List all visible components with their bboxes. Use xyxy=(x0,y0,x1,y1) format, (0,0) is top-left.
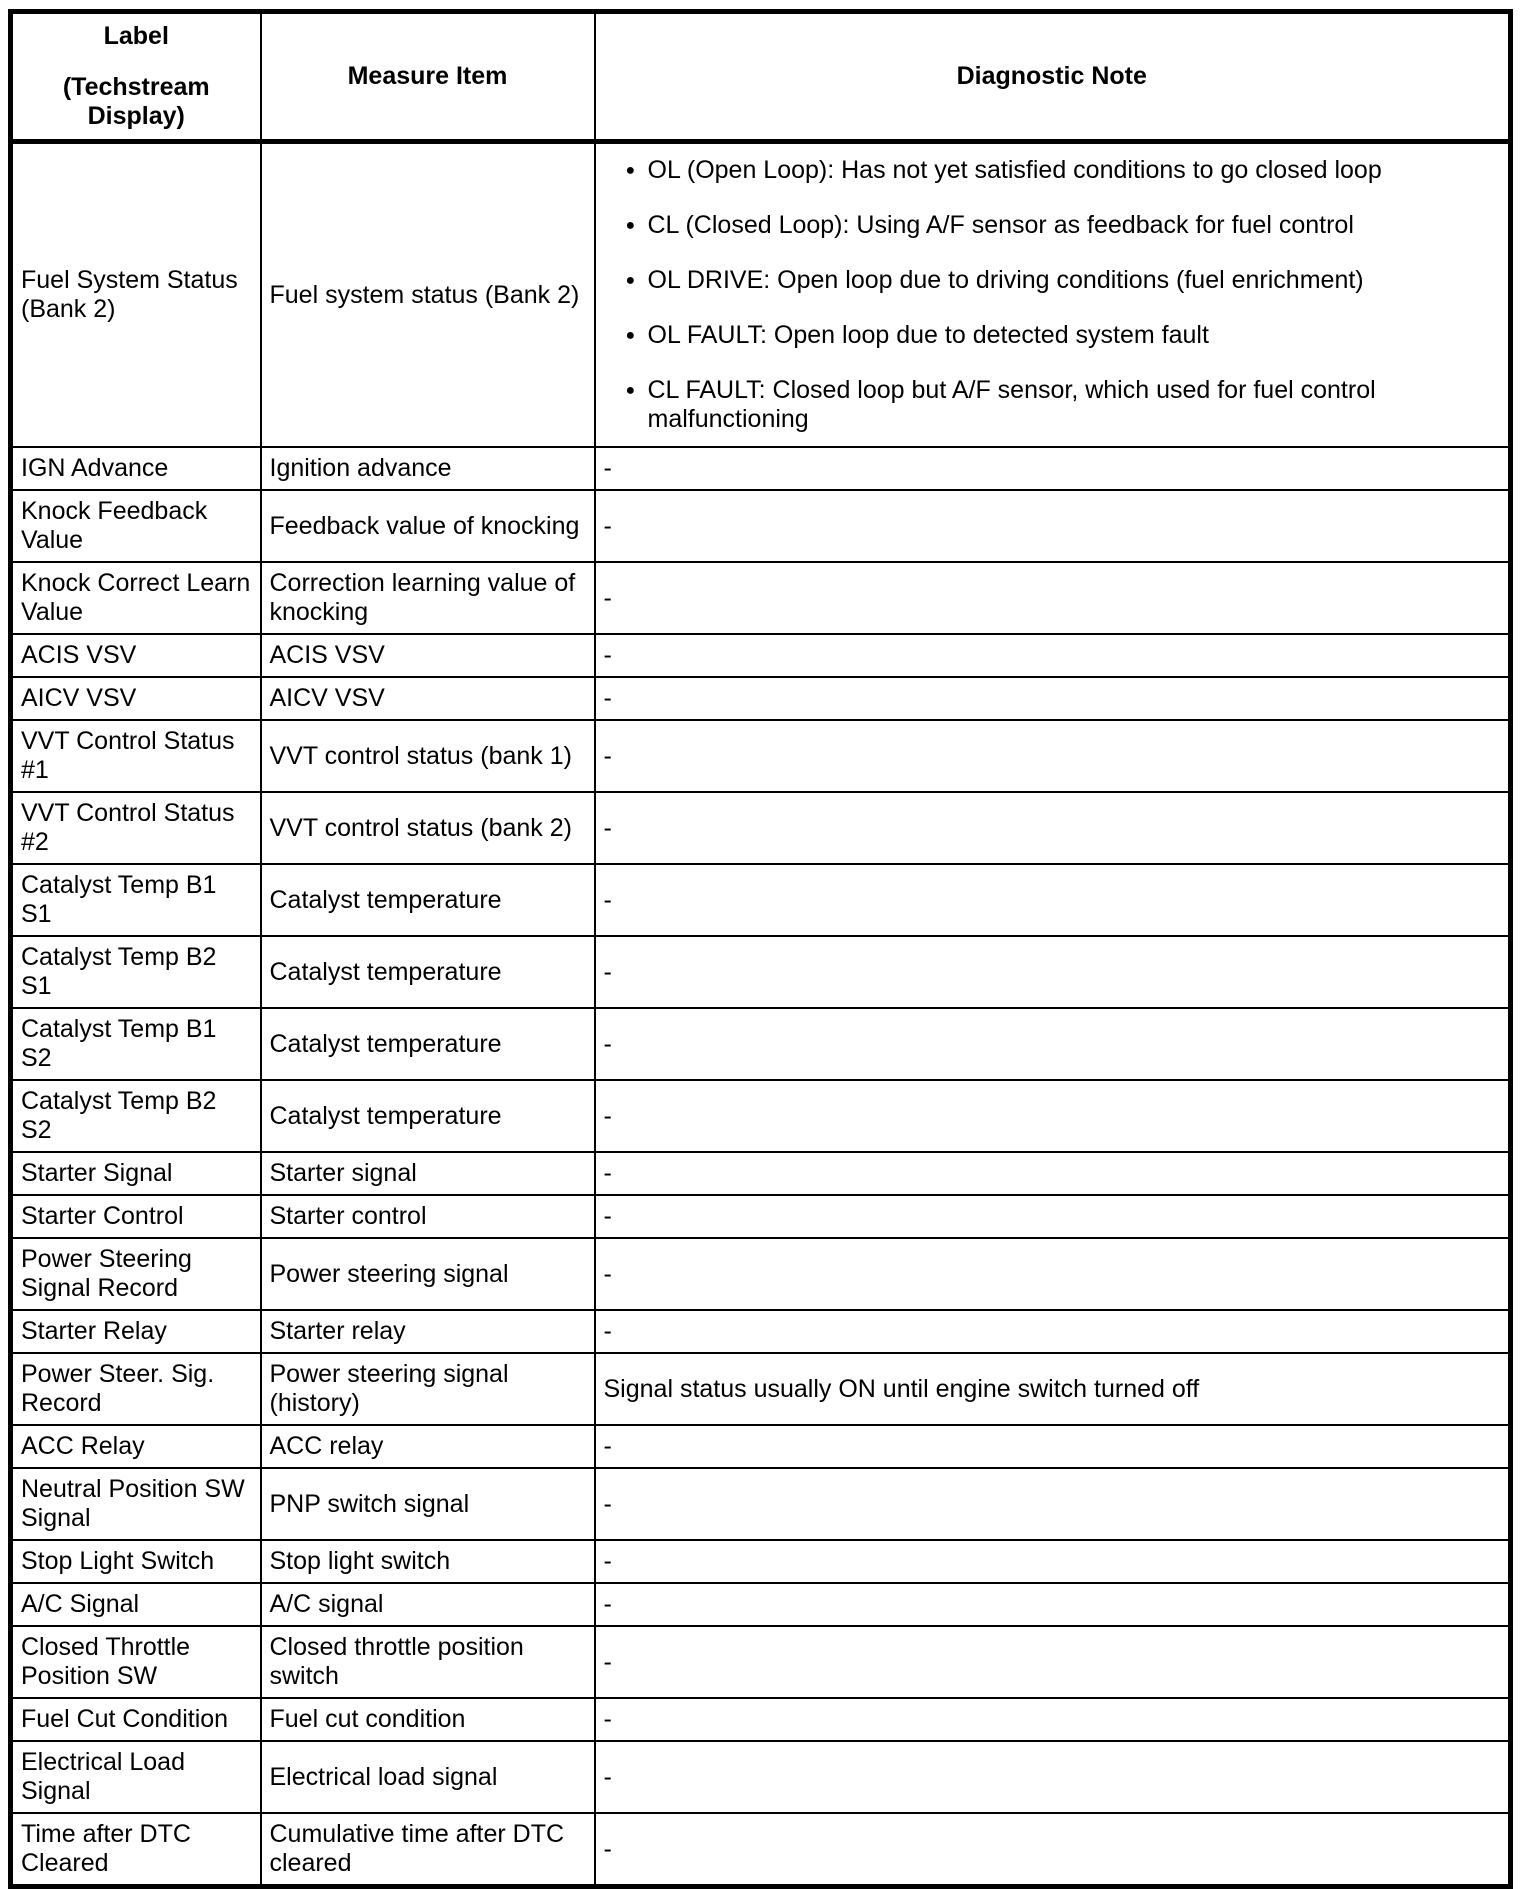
measure-item-cell: Catalyst temperature xyxy=(261,1008,595,1080)
list-item xyxy=(626,211,1501,240)
measure-item-cell: Electrical load signal xyxy=(261,1741,595,1813)
label-cell: Time after DTC Cleared xyxy=(11,1813,261,1887)
table-row-fuel-system-status xyxy=(11,142,1511,448)
measure-item-cell: ACC relay xyxy=(261,1425,595,1468)
diagnostic-note-cell: - xyxy=(595,1813,1511,1887)
diagnostic-note-cell: - xyxy=(595,490,1511,562)
list-item xyxy=(626,376,1501,434)
measure-item-cell: A/C signal xyxy=(261,1583,595,1626)
label-cell: Knock Correct Learn Value xyxy=(11,562,261,634)
diagnostic-note-cell: - xyxy=(595,1468,1511,1540)
diagnostic-data-table xyxy=(8,9,1513,1889)
table-row xyxy=(11,1425,1511,1468)
table-row xyxy=(11,562,1511,634)
column-header-label-title: Label xyxy=(103,22,169,50)
table-row xyxy=(11,864,1511,936)
measure-item-cell: PNP switch signal xyxy=(261,1468,595,1540)
label-cell: Starter Relay xyxy=(11,1310,261,1353)
diagnostic-note-cell: - xyxy=(595,1008,1511,1080)
measure-item-cell: AICV VSV xyxy=(261,677,595,720)
column-header-label-subtitle: (Techstream Display) xyxy=(62,73,210,130)
label-cell: Neutral Position SW Signal xyxy=(11,1468,261,1540)
label-cell: IGN Advance xyxy=(11,447,261,490)
bullet-icon: ● xyxy=(625,327,636,344)
label-cell: ACIS VSV xyxy=(11,634,261,677)
measure-item-cell: VVT control status (bank 1) xyxy=(261,720,595,792)
label-cell: VVT Control Status #2 xyxy=(11,792,261,864)
table-row xyxy=(11,1698,1511,1741)
measure-item-cell: VVT control status (bank 2) xyxy=(261,792,595,864)
table-row xyxy=(11,1238,1511,1310)
table-header-row xyxy=(11,12,1511,142)
diagnostic-note-cell: - xyxy=(595,720,1511,792)
table-row xyxy=(11,677,1511,720)
table-row xyxy=(11,1583,1511,1626)
diagnostic-note-cell: - xyxy=(595,1080,1511,1152)
label-cell: Knock Feedback Value xyxy=(11,490,261,562)
label-cell: Catalyst Temp B1 S2 xyxy=(11,1008,261,1080)
bullet-icon: ● xyxy=(625,217,636,234)
diagnostic-note-cell: - xyxy=(595,562,1511,634)
label-cell: Stop Light Switch xyxy=(11,1540,261,1583)
label-cell: Fuel System Status (Bank 2) xyxy=(11,142,261,448)
measure-item-cell: Catalyst temperature xyxy=(261,864,595,936)
table-row xyxy=(11,490,1511,562)
table-row xyxy=(11,1813,1511,1887)
table-row xyxy=(11,1540,1511,1583)
table-row xyxy=(11,1626,1511,1698)
diagnostic-note-cell: - xyxy=(595,447,1511,490)
measure-item-cell: Power steering signal xyxy=(261,1238,595,1310)
measure-item-cell: Starter control xyxy=(261,1195,595,1238)
note-text: OL DRIVE: Open loop due to driving conditions (fuel enrichment) xyxy=(647,266,1364,294)
diagnostic-note-cell: - xyxy=(595,1425,1511,1468)
diagnostic-note-cell: - xyxy=(595,1698,1511,1741)
table-row xyxy=(11,792,1511,864)
table-row xyxy=(11,1310,1511,1353)
table-row xyxy=(11,1195,1511,1238)
note-text: OL FAULT: Open loop due to detected system fault xyxy=(647,321,1209,349)
note-text: OL (Open Loop): Has not yet satisfied conditions to go closed loop xyxy=(647,156,1382,184)
column-header-diagnostic-note: Diagnostic Note xyxy=(595,12,1511,142)
table-row xyxy=(11,936,1511,1008)
measure-item-cell: Fuel system status (Bank 2) xyxy=(261,142,595,448)
label-cell: Catalyst Temp B2 S1 xyxy=(11,936,261,1008)
measure-item-cell: Power steering signal (history) xyxy=(261,1353,595,1425)
table-row xyxy=(11,1353,1511,1425)
label-cell: Power Steer. Sig. Record xyxy=(11,1353,261,1425)
label-cell: Starter Signal xyxy=(11,1152,261,1195)
table-row xyxy=(11,1468,1511,1540)
table-row xyxy=(11,1080,1511,1152)
diagnostic-note-cell: - xyxy=(595,936,1511,1008)
label-cell: VVT Control Status #1 xyxy=(11,720,261,792)
bullet-icon: ● xyxy=(625,382,636,399)
measure-item-cell: Closed throttle position switch xyxy=(261,1626,595,1698)
diagnostic-note-cell: - xyxy=(595,1583,1511,1626)
measure-item-cell: Catalyst temperature xyxy=(261,936,595,1008)
measure-item-cell: Stop light switch xyxy=(261,1540,595,1583)
note-text: CL FAULT: Closed loop but A/F sensor, which used for fuel control malfunctioning xyxy=(647,376,1376,433)
diagnostic-note-cell: - xyxy=(595,1540,1511,1583)
diagnostic-note-cell: - xyxy=(595,1195,1511,1238)
label-cell: A/C Signal xyxy=(11,1583,261,1626)
measure-item-cell: Starter relay xyxy=(261,1310,595,1353)
label-cell: Catalyst Temp B2 S2 xyxy=(11,1080,261,1152)
diagnostic-note-cell: - xyxy=(595,864,1511,936)
measure-item-cell: Correction learning value of knocking xyxy=(261,562,595,634)
bullet-icon: ● xyxy=(625,272,636,289)
table-row xyxy=(11,1152,1511,1195)
diagnostic-note-cell: - xyxy=(595,1310,1511,1353)
measure-item-cell: Cumulative time after DTC cleared xyxy=(261,1813,595,1887)
measure-item-cell: Fuel cut condition xyxy=(261,1698,595,1741)
table-row xyxy=(11,1741,1511,1813)
table-row xyxy=(11,447,1511,490)
diagnostic-note-cell: - xyxy=(595,1741,1511,1813)
column-header-measure-item: Measure Item xyxy=(261,12,595,142)
label-cell: Fuel Cut Condition xyxy=(11,1698,261,1741)
diagnostic-note-cell: - xyxy=(595,1238,1511,1310)
label-cell: Closed Throttle Position SW xyxy=(11,1626,261,1698)
label-cell: Power Steering Signal Record xyxy=(11,1238,261,1310)
list-item xyxy=(626,266,1501,295)
measure-item-cell: Starter signal xyxy=(261,1152,595,1195)
label-cell: ACC Relay xyxy=(11,1425,261,1468)
diagnostic-note-cell: - xyxy=(595,1152,1511,1195)
table-row xyxy=(11,634,1511,677)
measure-item-cell: Feedback value of knocking xyxy=(261,490,595,562)
diagnostic-note-cell: - xyxy=(595,1626,1511,1698)
list-item xyxy=(626,156,1501,185)
list-item xyxy=(626,321,1501,350)
measure-item-cell: ACIS VSV xyxy=(261,634,595,677)
diagnostic-note-cell: - xyxy=(595,792,1511,864)
label-cell: Starter Control xyxy=(11,1195,261,1238)
table-row xyxy=(11,720,1511,792)
diagnostic-note-cell xyxy=(595,142,1511,448)
label-cell: Catalyst Temp B1 S1 xyxy=(11,864,261,936)
table-row xyxy=(11,1008,1511,1080)
measure-item-cell: Catalyst temperature xyxy=(261,1080,595,1152)
diagnostic-note-list xyxy=(604,156,1501,434)
label-cell: AICV VSV xyxy=(11,677,261,720)
diagnostic-note-cell: - xyxy=(595,634,1511,677)
diagnostic-note-cell: - xyxy=(595,677,1511,720)
diagnostic-note-cell: Signal status usually ON until engine switch turned off xyxy=(595,1353,1511,1425)
bullet-icon: ● xyxy=(625,162,636,179)
note-text: CL (Closed Loop): Using A/F sensor as feedback for fuel control xyxy=(647,211,1354,239)
label-cell: Electrical Load Signal xyxy=(11,1741,261,1813)
measure-item-cell: Ignition advance xyxy=(261,447,595,490)
column-header-label xyxy=(11,12,261,142)
